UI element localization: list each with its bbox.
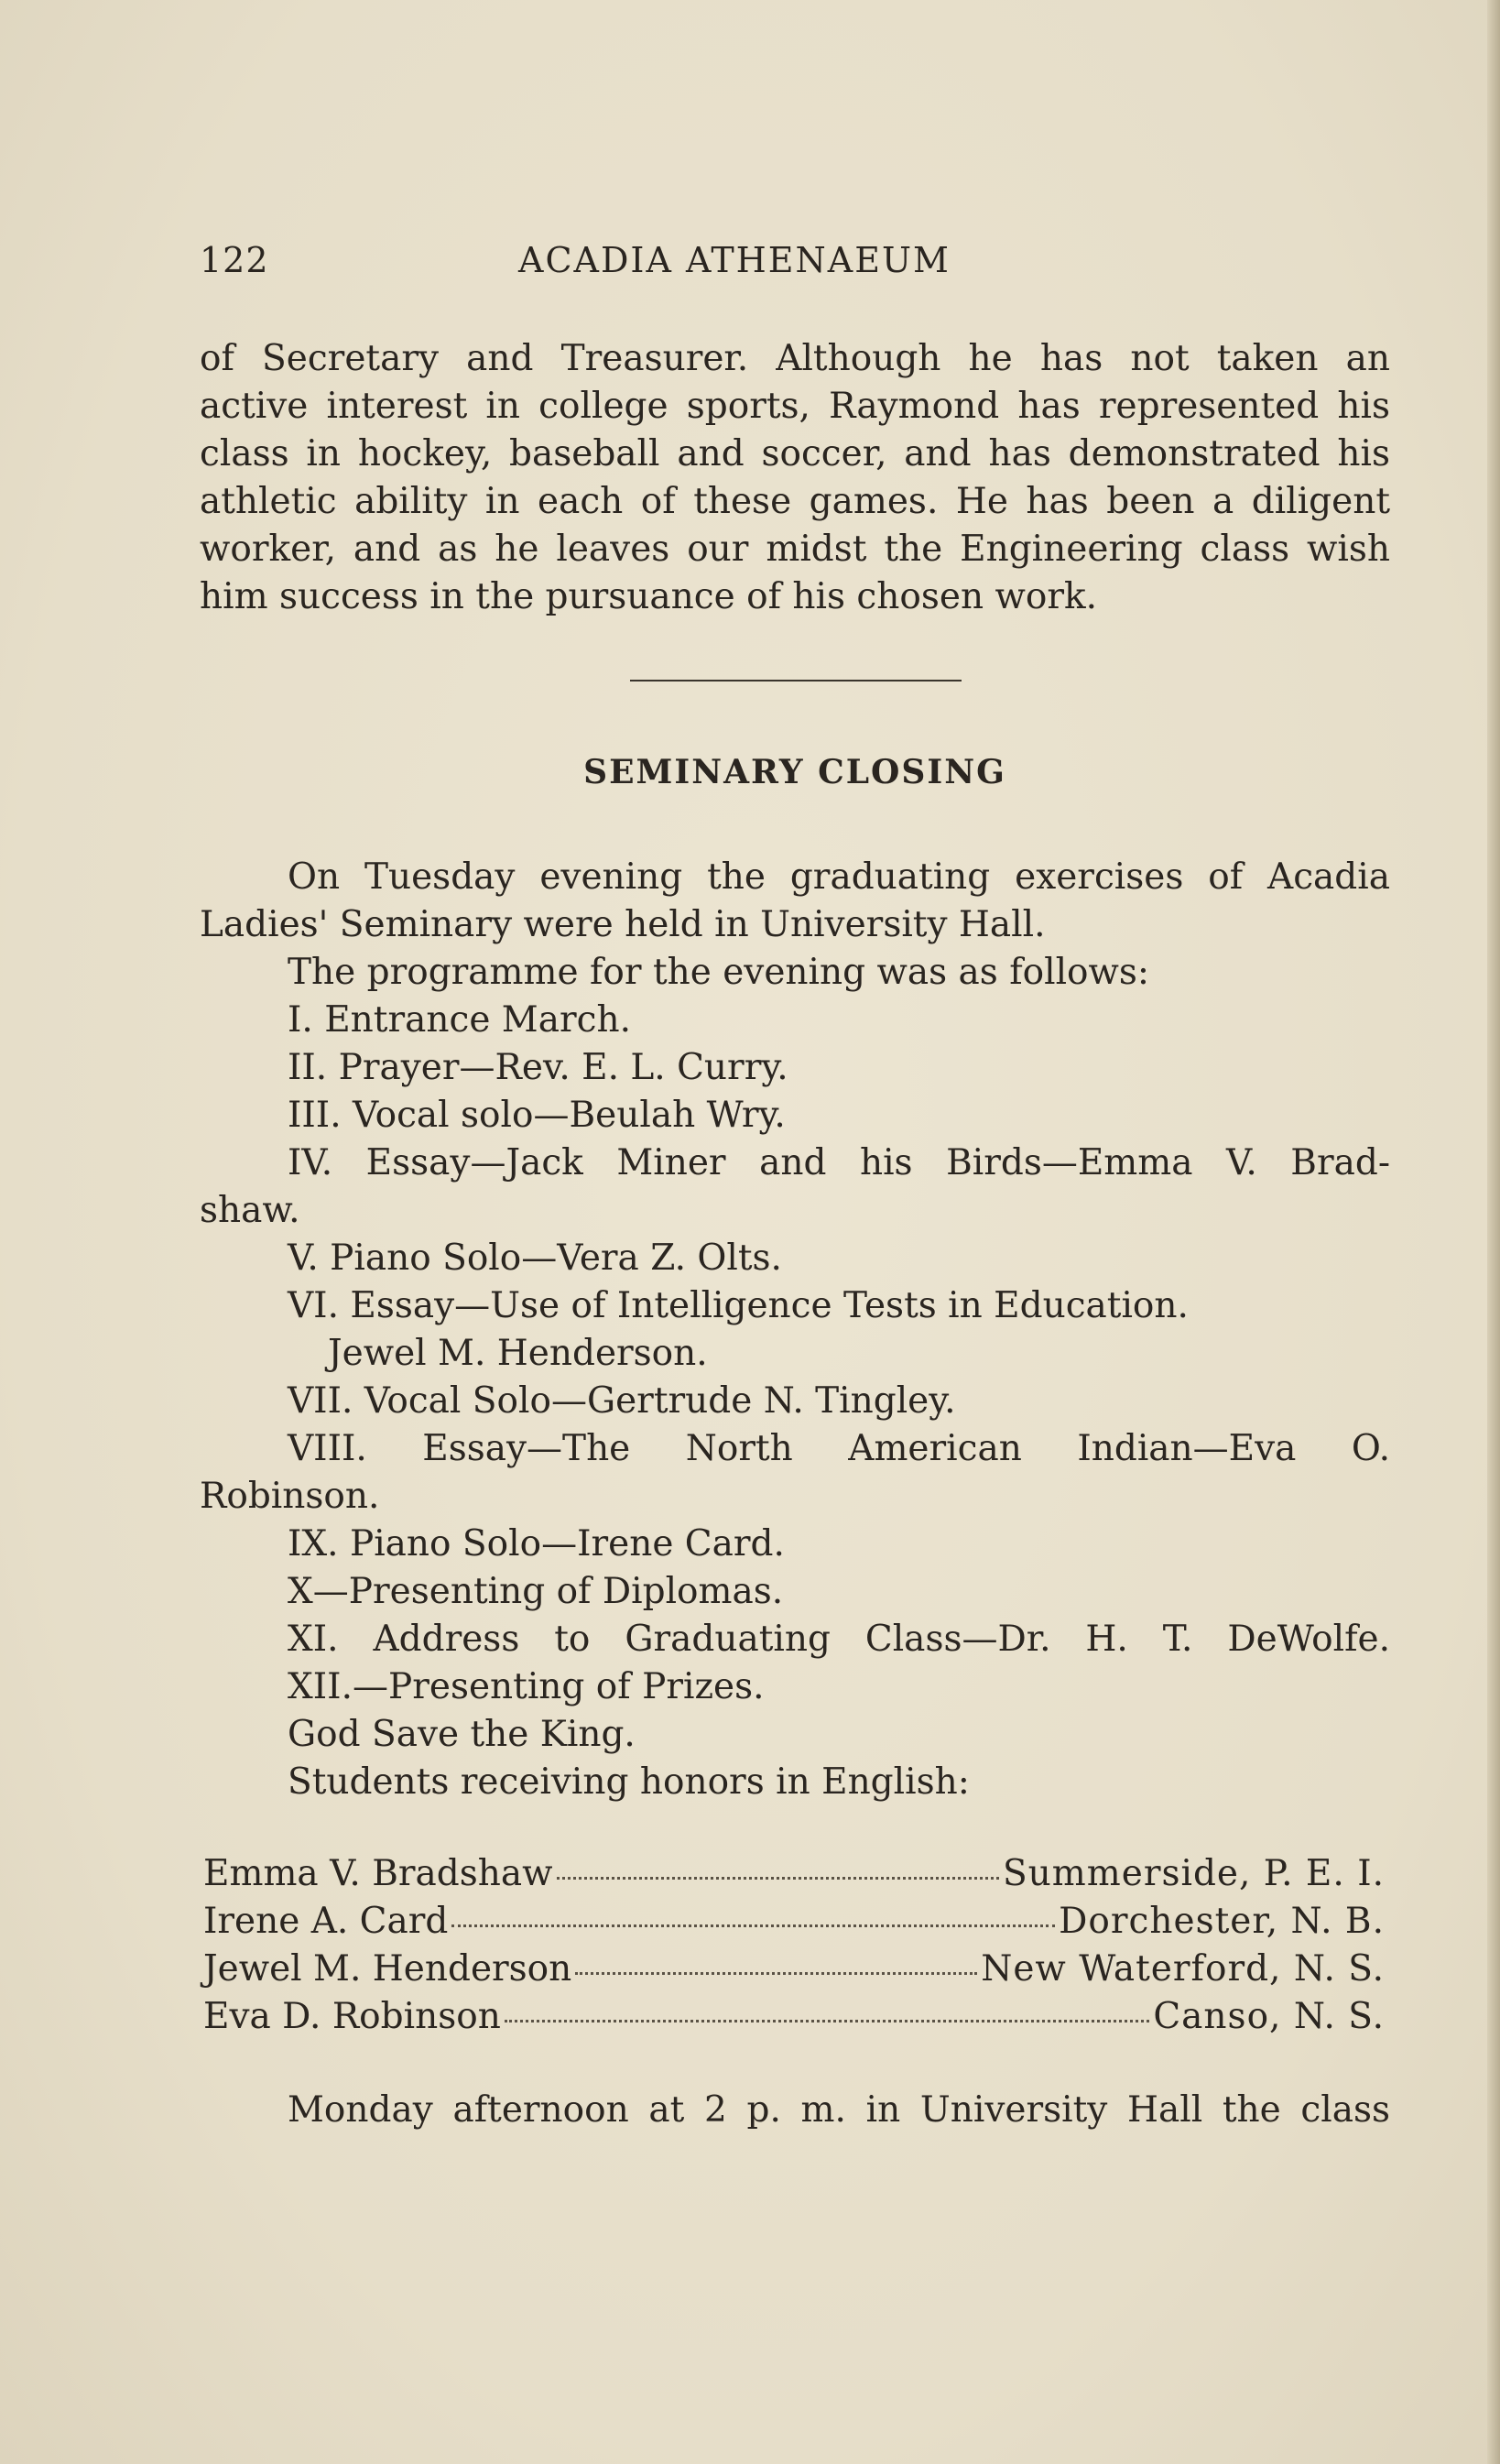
section-title: SEMINARY CLOSING [583,753,1006,791]
student-hometown: Summerside, P. E. I. [1002,1853,1385,1894]
programme-item: III. Vocal solo—Beulah Wry. [288,1095,786,1136]
honors-row [203,1898,1385,1946]
honors-intro: Students receiving honors in English: [288,1761,970,1803]
programme-item: IX. Piano Solo—Irene Card. [288,1523,785,1565]
programme-list [200,997,1390,1806]
programme-item: I. Entrance March. [288,999,631,1041]
student-hometown: New Waterford, N. S. [981,1948,1385,1990]
intro-paragraph [200,854,1390,997]
page-edge [1487,0,1500,2464]
programme-item: V. Piano Solo—Vera Z. Olts. [288,1237,782,1279]
intro-line: Ladies' Seminary were held in University Hall. [200,904,1046,945]
programme-item: II. Prayer—Rev. E. L. Curry. [288,1047,788,1088]
opening-paragraph [200,335,1390,621]
page-header [200,240,1035,288]
programme-item-continuation: shaw. [200,1190,300,1231]
honors-row [203,1993,1385,2041]
student-hometown: Dorchester, N. B. [1059,1901,1385,1942]
paragraph-line: class in hockey, baseball and soccer, and has demonstrated his [200,433,1390,474]
student-name: Jewel M. Henderson [203,1948,572,1990]
dot-leader [575,1972,977,1975]
intro-line: The programme for the evening was as follows: [288,952,1150,993]
programme-item-continuation: Robinson. [200,1476,380,1517]
paragraph-line: of Secretary and Treasurer. Although he has not taken an [200,338,1390,379]
programme-item: IV. Essay—Jack Miner and his Birds—Emma V. Brad- [288,1142,1390,1183]
programme-item: VII. Vocal Solo—Gertrude N. Tingley. [288,1380,956,1422]
student-name: Irene A. Card [203,1901,449,1942]
dot-leader [451,1924,1055,1927]
closing-paragraph [200,2087,1390,2134]
page-number: 122 [200,240,269,280]
paragraph-line: active interest in college sports, Raymond has represented his [200,386,1390,427]
student-name: Eva D. Robinson [203,1996,501,2037]
dot-leader [557,1877,999,1880]
programme-item: X—Presenting of Diplomas. [288,1571,784,1612]
programme-item: VIII. Essay—The North American Indian—Eva O. [288,1428,1390,1469]
programme-item: VI. Essay—Use of Intelligence Tests in Education. [288,1285,1189,1326]
paragraph-line: him success in the pursuance of his chosen work. [200,576,1097,617]
paragraph-line: athletic ability in each of these games. He has been a diligent [200,481,1390,522]
programme-item: XI. Address to Graduating Class—Dr. H. T. DeWolfe. [288,1619,1390,1660]
programme-closing: God Save the King. [288,1714,636,1755]
dot-leader [505,2020,1150,2022]
student-name: Emma V. Bradshaw [203,1853,553,1894]
honors-row [203,1850,1385,1898]
honors-list [203,1850,1385,2041]
intro-line: On Tuesday evening the graduating exercises of Acadia [288,856,1390,898]
section-divider [630,680,962,681]
honors-row [203,1946,1385,1993]
running-head: ACADIA ATHENAEUM [518,240,951,280]
programme-item: XII.—Presenting of Prizes. [288,1666,765,1707]
programme-item-continuation: Jewel M. Henderson. [328,1333,708,1374]
student-hometown: Canso, N. S. [1153,1996,1385,2037]
paragraph-line: worker, and as he leaves our midst the Engineering class wish [200,529,1390,570]
paragraph-line: Monday afternoon at 2 p. m. in University Hall the class [288,2089,1390,2131]
